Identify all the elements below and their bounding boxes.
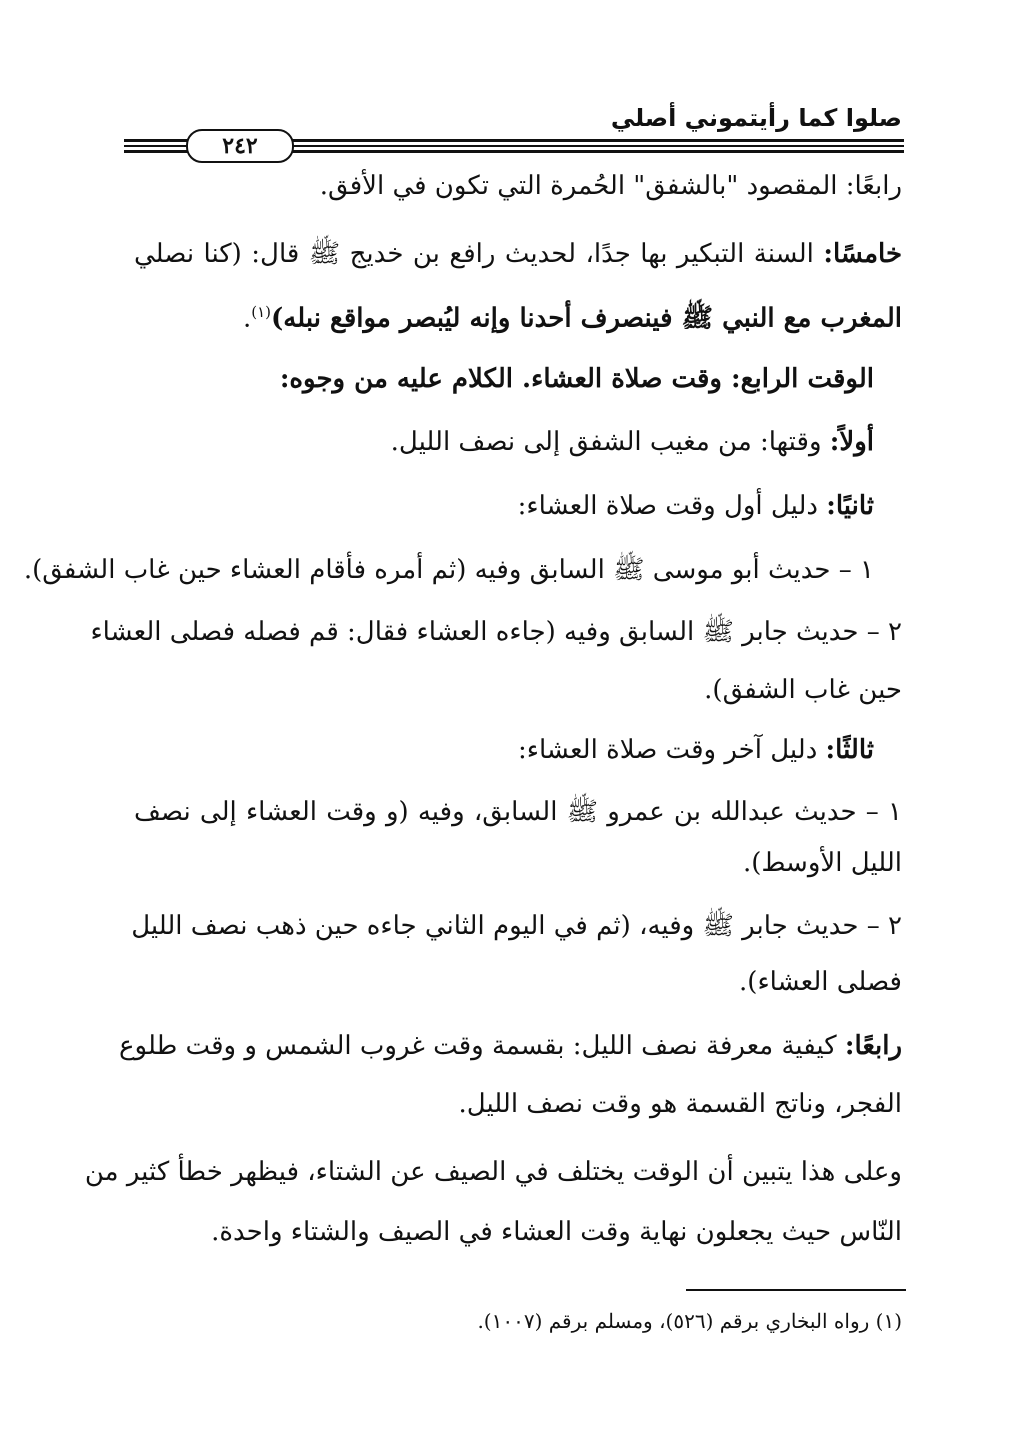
text-line: الفجر، وناتج القسمة هو وقت نصف الليل. xyxy=(458,1089,902,1119)
text-line: وعلى هذا يتبين أن الوقت يختلف في الصيف عن الشتاء، فيظهر خطأ كثير من xyxy=(84,1157,902,1187)
line-text: دليل أول وقت صلاة العشاء: xyxy=(517,491,818,521)
footnote: (١) رواه البخاري برقم (٥٢٦)، ومسلم برقم (١٠٠٧). xyxy=(477,1309,902,1333)
text-line xyxy=(134,234,902,274)
text-line: ١ – حديث عبدالله بن عمرو ﷺ السابق، وفيه (و وقت العشاء إلى نصف xyxy=(134,797,902,827)
line-text: كيفية معرفة نصف الليل: بقسمة وقت غروب الشمس و وقت طلوع xyxy=(119,1031,837,1061)
text-line: الليل الأوسط). xyxy=(742,848,902,878)
text-line: ٢ – حديث جابر ﷺ وفيه، (ثم في اليوم الثاني جاءه حين ذهب نصف الليل xyxy=(131,911,902,941)
text-line xyxy=(119,1026,902,1066)
point-label: ثانيًا: xyxy=(826,491,874,521)
point-label: ثالثًا: xyxy=(825,735,874,765)
text-line: رابعًا: المقصود "بالشفق" الحُمرة التي تكون في الأفق. xyxy=(319,171,902,201)
line-text: وقتها: من مغيب الشفق إلى نصف الليل. xyxy=(390,427,822,457)
text-line xyxy=(518,730,874,770)
text-line: المغرب مع النبي ﷺ فينصرف أحدنا وإنه ليُبصر مواقع نبله)$^{(١)}$. xyxy=(242,303,902,334)
section-heading: الوقت الرابع: وقت صلاة العشاء. الكلام عليه من وجوه: xyxy=(279,364,874,394)
point-label: رابعًا: xyxy=(844,1031,902,1061)
text-line xyxy=(518,486,874,526)
running-title: صلوا كما رأيتموني أصلي xyxy=(610,104,902,132)
page-number: ٢٤٢ xyxy=(186,129,294,163)
line-text: دليل آخر وقت صلاة العشاء: xyxy=(518,735,818,765)
text-line: ٢ – حديث جابر ﷺ السابق وفيه (جاءه العشاء فقال: قم فصله فصلى العشاء xyxy=(90,617,902,647)
text-line: فصلى العشاء). xyxy=(739,967,902,997)
text-line: ١ – حديث أبو موسى ﷺ السابق وفيه (ثم أمره فأقام العشاء حين غاب الشفق). xyxy=(23,555,874,585)
line-text: المغرب مع النبي ﷺ فينصرف أحدنا وإنه ليُبصر مواقع نبله) xyxy=(271,303,902,334)
point-label: خامسًا: xyxy=(823,239,903,269)
footnote-ref: (١) xyxy=(251,303,271,321)
text-line: النّاس حيث يجعلون نهاية وقت العشاء في الصيف والشتاء واحدة. xyxy=(211,1217,902,1247)
footnote-rule xyxy=(686,1289,906,1291)
point-label: أولاً: xyxy=(829,427,874,457)
text-line: حين غاب الشفق). xyxy=(704,675,902,705)
line-text: السنة التبكير بها جدًا، لحديث رافع بن خديج ﷺ قال: (كنا نصلي xyxy=(134,239,814,269)
text-line xyxy=(391,422,874,462)
